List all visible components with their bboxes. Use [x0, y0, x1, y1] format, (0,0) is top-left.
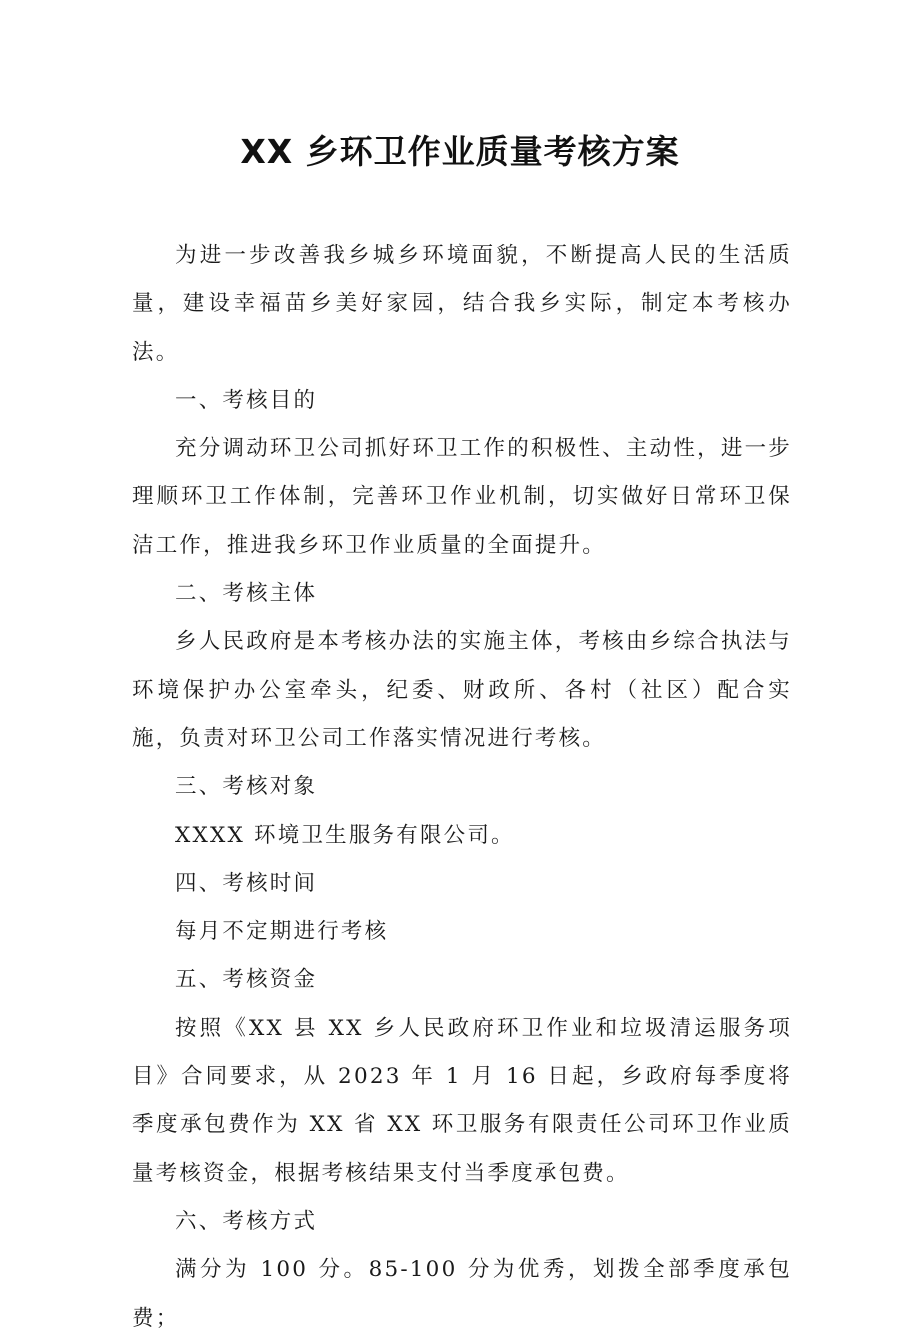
section-heading-funds: 五、考核资金: [175, 967, 318, 993]
funds-paragraph: 按照《XX 县 XX 乡人民政府环卫作业和垃圾清运服务项目》合同要求，从 2023 年 1 月 16 日起，乡政府每季度将季度承包费作为 XX 省 XX 环卫服务有限责任公司环卫作业质量考核资金，根据考核结果支付当季度承包费。: [132, 1015, 792, 1186]
section-heading-purpose: 一、考核目的: [175, 387, 318, 413]
document-body: [132, 232, 792, 1343]
purpose-paragraph: 充分调动环卫公司抓好环卫工作的积极性、主动性，进一步理顺环卫工作体制，完善环卫作业机制，切实做好日常环卫保洁工作，推进我乡环卫作业质量的全面提升。: [132, 436, 792, 558]
section-heading-subject: 二、考核主体: [175, 581, 318, 607]
time-paragraph: 每月不定期进行考核: [175, 919, 389, 945]
intro-paragraph: 为进一步改善我乡城乡环境面貌，不断提高人民的生活质量，建设幸福苗乡美好家园，结合我乡实际，制定本考核办法。: [132, 243, 792, 365]
subject-paragraph: 乡人民政府是本考核办法的实施主体，考核由乡综合执法与环境保护办公室牵头，纪委、财政所、各村（社区）配合实施，负责对环卫公司工作落实情况进行考核。: [132, 629, 792, 751]
target-paragraph: XXXX 环境卫生服务有限公司。: [175, 822, 515, 848]
document-title: XX 乡环卫作业质量考核方案: [240, 132, 680, 171]
section-heading-time: 四、考核时间: [175, 870, 318, 896]
section-heading-method: 六、考核方式: [175, 1208, 318, 1234]
section-heading-target: 三、考核对象: [175, 774, 318, 800]
method-paragraph: 满分为 100 分。85-100 分为优秀，划拨全部季度承包费；: [132, 1257, 792, 1331]
